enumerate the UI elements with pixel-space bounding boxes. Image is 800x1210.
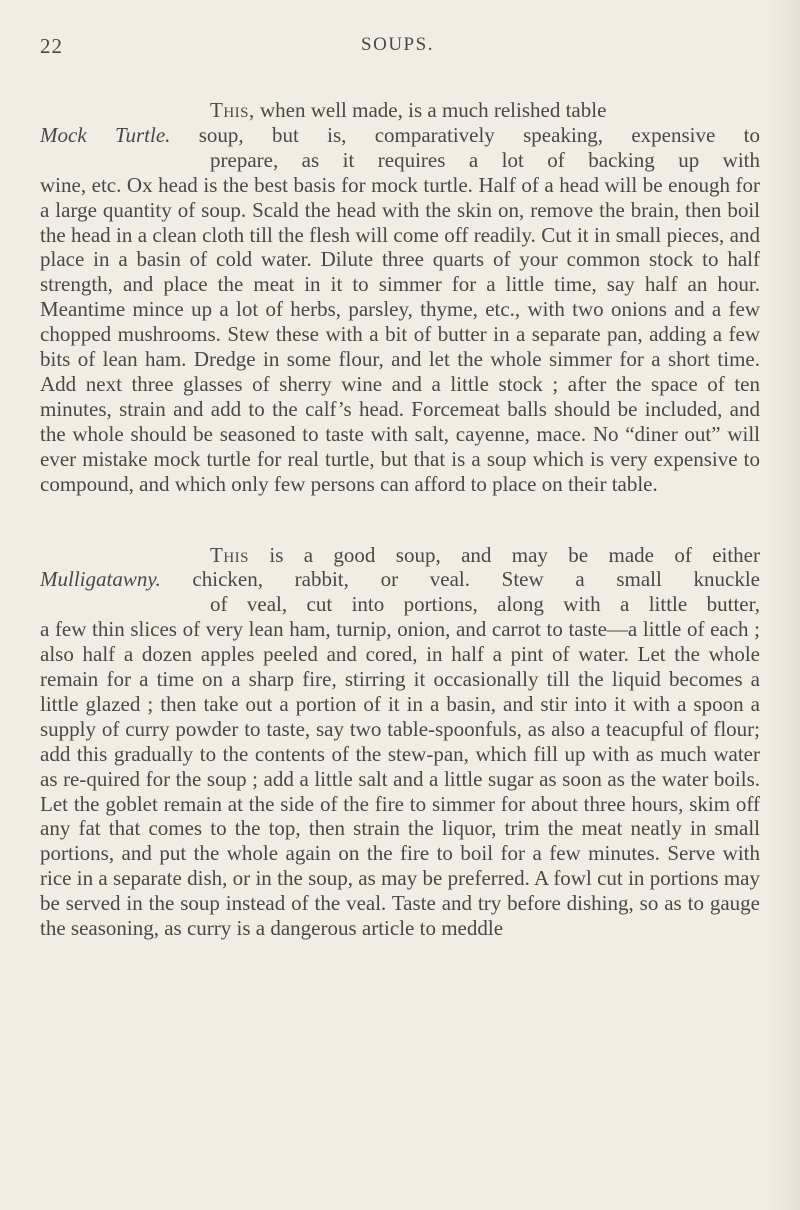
recipe-side-title: Mulligatawny. <box>40 567 161 592</box>
text-block <box>40 98 760 941</box>
recipe-mulligatawny <box>40 543 760 942</box>
recipe-line-2: soup, but is, comparatively speaking, expensive to <box>170 122 760 147</box>
running-head: SOUPS. <box>361 34 434 55</box>
recipe-side-title: Mock Turtle. <box>40 122 171 147</box>
recipe-paragraph <box>40 98 760 497</box>
recipe-paragraph <box>40 543 760 942</box>
recipe-lead-line: is a good soup, and may be made of either <box>249 542 760 567</box>
page-header <box>40 34 755 62</box>
recipe-body: wine, etc. Ox head is the best basis for mock turtle. Half of a head will be enough for a large quantity of soup. Scald the head with the skin on, remove the brain, then boil the head in a clean cloth till the flesh will come off readily. Cut it in small pieces, and place in a basin of cold water. Dilute three quarts of your common stock to half strength, and place the meat in it to simmer for a little time, say half an hour. Meantime mince up a lot of herbs, parsley, thyme, etc., with two onions and a few chopped mushrooms. Stew these with a bit of butter in a separate pan, adding a few bits of lean ham. Dredge in some flour, and let the whole simmer for a short time. Add next three glasses of sherry wine and a little stock ; after the space of ten minutes, strain and add to the calf’s head. Forcemeat balls should be included, and the whole should be seasoned to taste with salt, cayenne, mace. No “diner out” will ever mistake mock turtle for real turtle, but that is a soup which is very expensive to compound, and which only few persons can afford to place on their table. <box>40 172 760 496</box>
recipe-lead-line: when well made, is a much relished table <box>254 98 607 122</box>
recipe-lead-word: This <box>210 542 249 567</box>
recipe-body: a few thin slices of very lean ham, turnip, onion, and carrot to taste—a little of each ; also half a dozen apples peeled and cored, in half a pint of water. Let the whole remain for a time on a sharp fire, stirring it occasionally till the liquid becomes a little glazed ; then take out a portion of it in a basin, and stir into it with a spoon a supply of curry powder to taste, say two table-spoonfuls, as also a teacupful of flour; add this gradually to the contents of the stew-pan, which fill up with as much water as re-quired for the soup ; add a little salt and a little sugar as soon as the water boils. Let the goblet remain at the side of the fire to simmer for about three hours, skim off any fat that comes to the top, then strain the liquor, trim the meat neatly in small portions, and put the whole again on the fire to boil for a few minutes. Serve with rice in a separate dish, or in the soup, as may be preferred. A fowl cut in portions may be served in the soup instead of the veal. Taste and try before dishing, so as to gauge the seasoning, as curry is a dangerous article to meddle <box>40 617 760 941</box>
section-gap <box>40 497 760 543</box>
recipe-lead-word: This, <box>210 98 255 122</box>
recipe-line-3: of veal, cut into portions, along with a little butter, <box>210 592 760 617</box>
page-number: 22 <box>40 34 63 58</box>
recipe-mock-turtle <box>40 98 760 497</box>
recipe-line-2: chicken, rabbit, or veal. Stew a small knuckle <box>160 567 760 592</box>
recipe-line-3: prepare, as it requires a lot of backing up with <box>210 147 760 172</box>
